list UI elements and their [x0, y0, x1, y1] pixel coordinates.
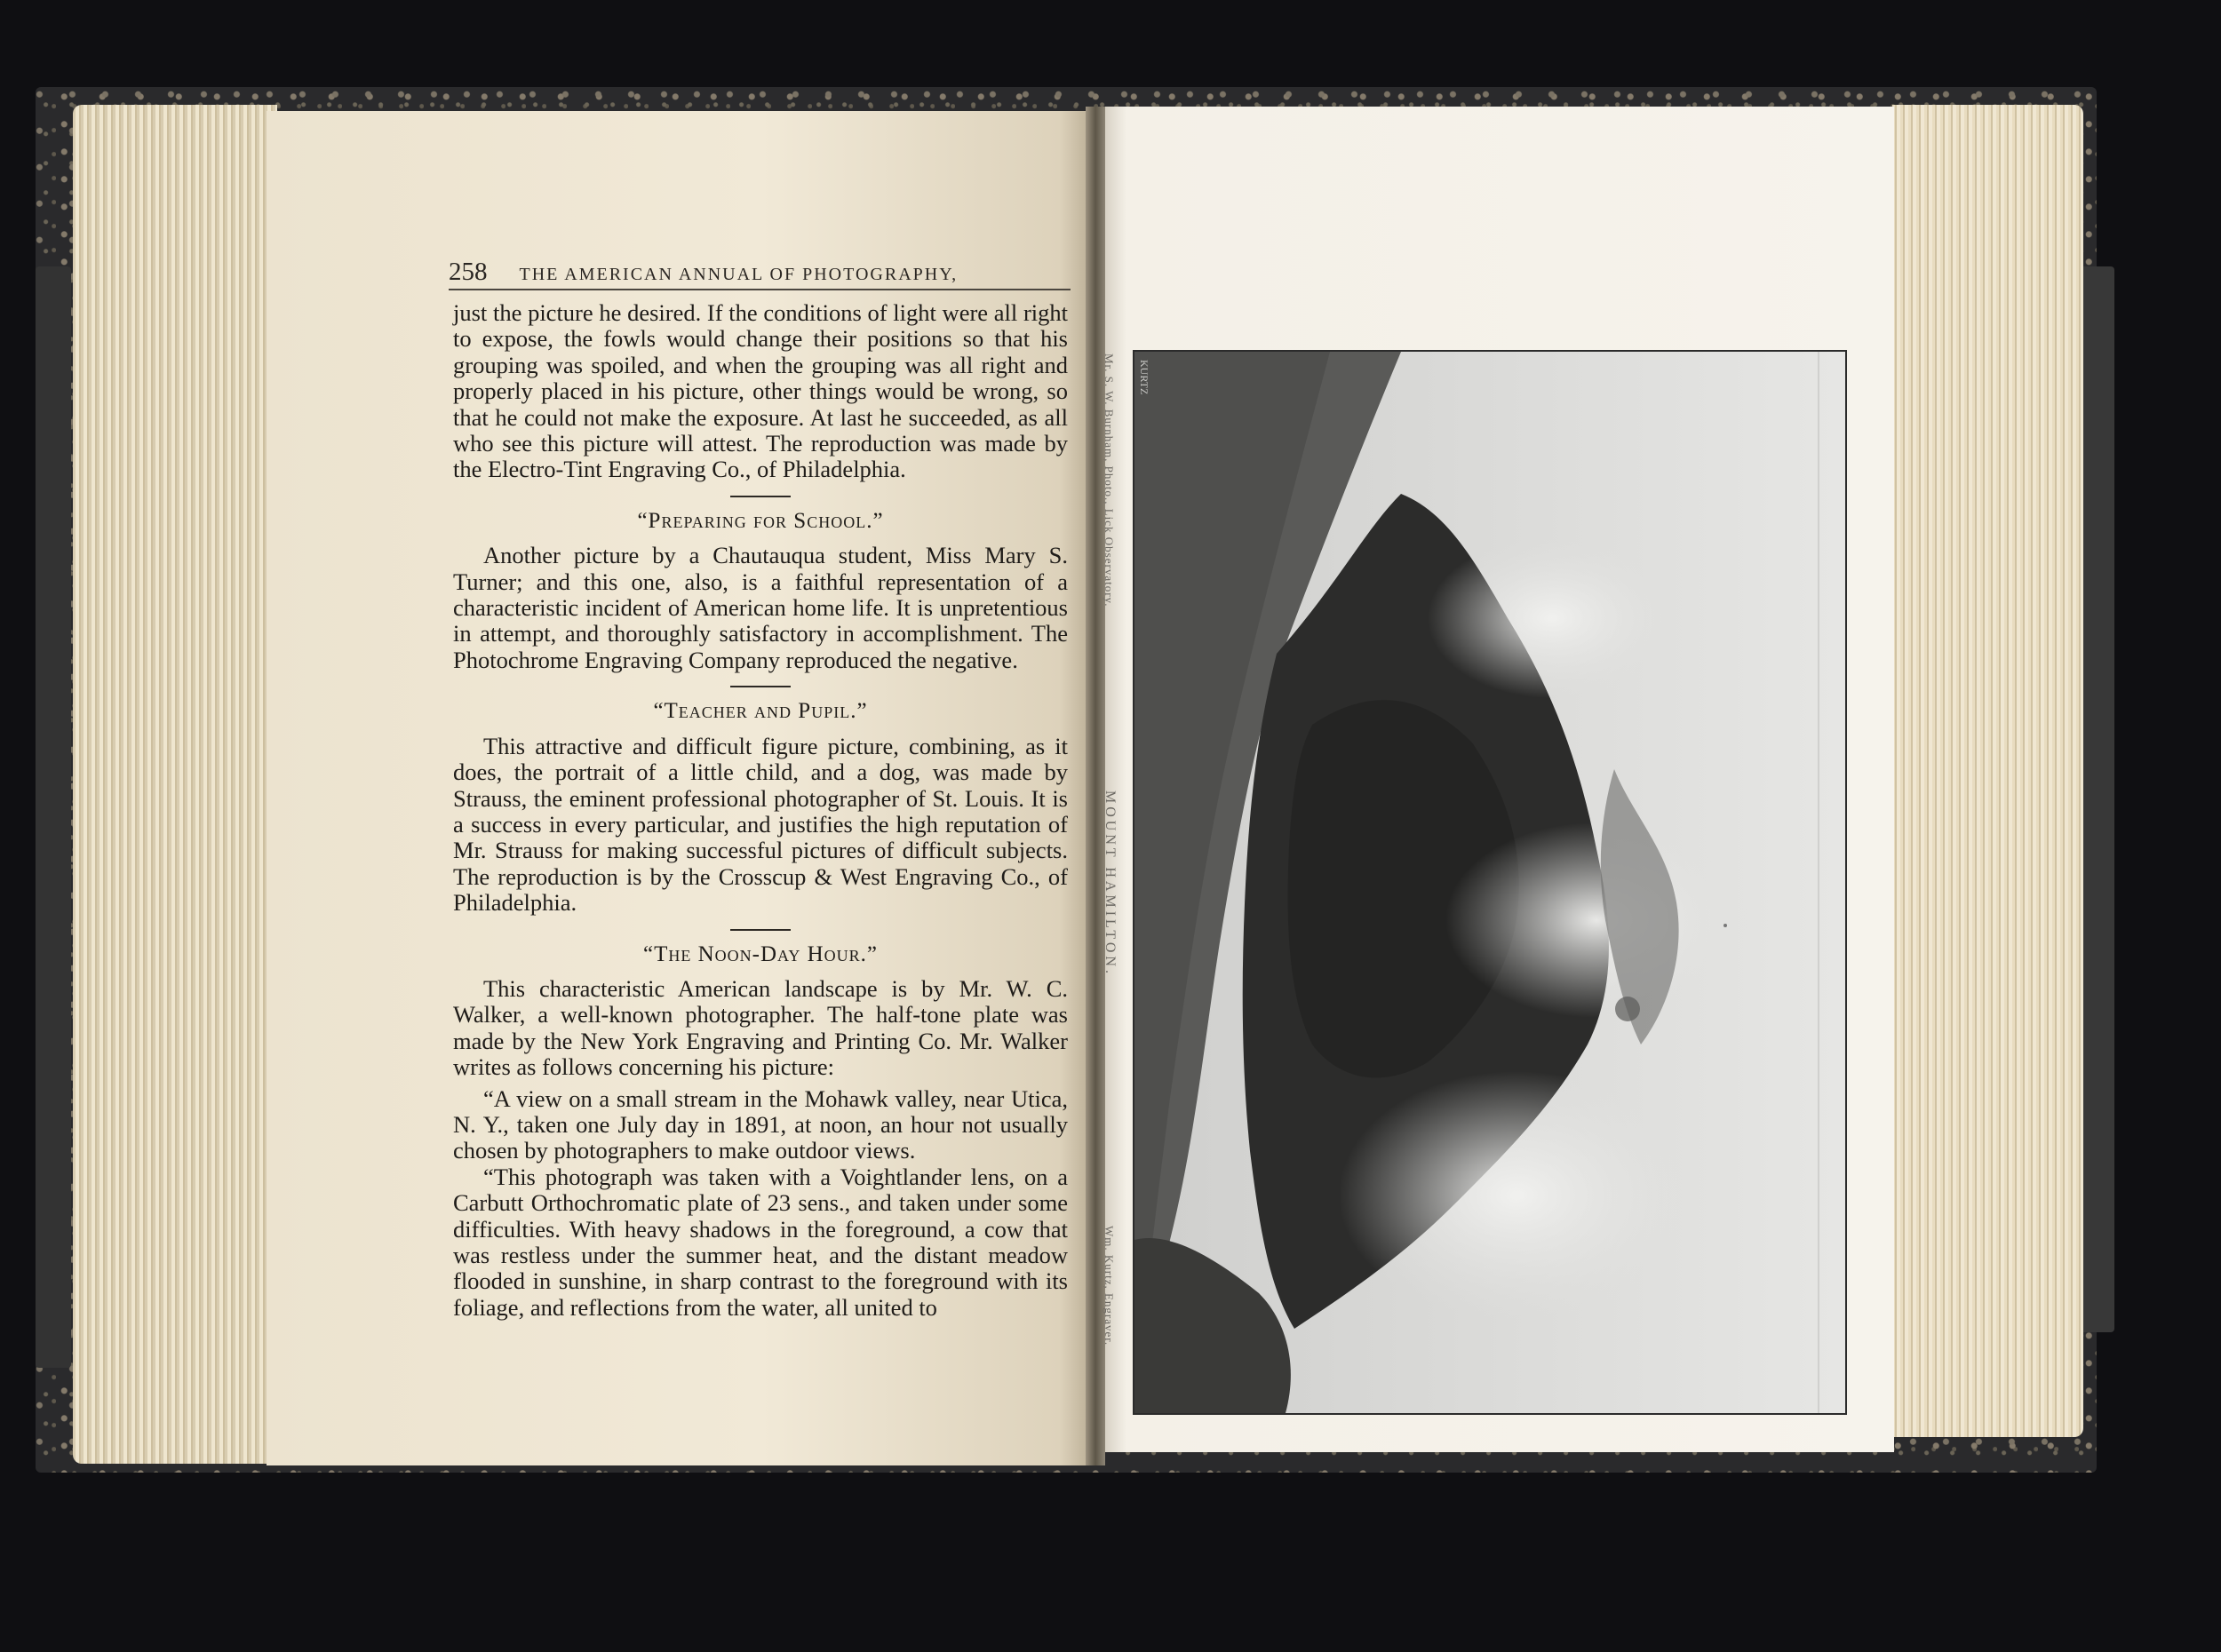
page-stack-right	[1892, 105, 2083, 1437]
running-head-title: THE AMERICAN ANNUAL OF PHOTOGRAPHY,	[519, 265, 959, 284]
section-divider	[730, 686, 791, 687]
photo-plate	[1133, 350, 1847, 1415]
plate-signature: KURTZ	[1138, 360, 1150, 395]
cover-edge-left	[36, 266, 71, 1368]
quote-paragraph: “This photograph was taken with a Voightlander lens, on a Carbutt Orthochromatic plate of 23 sens., and taken under some difficulties. With heavy shadows in the foreground, a cow that was restless under the summer heat, and the distant meadow flooded in sunshine, in sharp contrast to the foreground with its foliage, and reflections from the water, all united to	[453, 1163, 1068, 1321]
plate-engraver: Wm. Kurtz, Engraver.	[1103, 1226, 1116, 1346]
page-stack-left	[73, 105, 277, 1464]
section-heading: “Preparing for School.”	[637, 508, 884, 533]
pencil-mark	[1723, 924, 1727, 927]
section-paragraph: This attractive and difficult figure picture, combining, as it does, the portrait of a little child, and a dog, was made by Strauss, the eminent professional photographer of St. Louis. It is a success in every particular, and justifies the high reputation of Mr. Strauss for making successful pictures of difficult subjects. The reproduction is by the Crosscup & West Engraving Co., of Philadelphia.	[453, 732, 1068, 917]
opening-paragraph: just the picture he desired. If the conditions of light were all right to expose, the fowls would change their positions so that his grouping was spoiled, and when the grouping was all right and properly placed in his picture, other things would be wrong, so that he could not make the exposure. At last he succeeded, as all who see this picture will attest. The reproduction was made by the Electro-Tint Engraving Co., of Philadelphia.	[453, 299, 1068, 483]
running-head	[449, 258, 1071, 287]
plate-credit: Mr. S. W. Burnham, Photo., Lick Observatory.	[1103, 353, 1116, 608]
quote-paragraph: “A view on a small stream in the Mohawk valley, near Utica, N. Y., taken one July day in 1891, at noon, an hour not usually chosen by photographers to make outdoor views.	[453, 1084, 1068, 1164]
section-divider	[730, 929, 791, 931]
landscape-photo	[1134, 352, 1845, 1413]
section-heading: “The Noon-Day Hour.”	[642, 941, 879, 966]
section-divider	[730, 496, 791, 497]
section-paragraph: Another picture by a Chautauqua student, Miss Mary S. Turner; and this one, also, is a faithful representation of a characteristic incident of American home life. It is unpretentious in attempt, and thoroughly satisfactory in accomplishment. The Photochrome Engraving Company reproduced the negative.	[453, 542, 1068, 673]
text-column	[453, 300, 1068, 1321]
section-paragraph: This characteristic American landscape is by Mr. W. C. Walker, a well-known photographer. The half-tone plate was made by the New York Engraving and Printing Co. Mr. Walker writes as follows concerning his picture:	[453, 974, 1068, 1081]
header-rule	[449, 289, 1071, 290]
section-heading: “Teacher and Pupil.”	[653, 699, 868, 724]
page-number: 258	[449, 258, 488, 286]
plate-title: MOUNT HAMILTON.	[1103, 790, 1118, 977]
cover-edge-right	[2079, 266, 2114, 1332]
